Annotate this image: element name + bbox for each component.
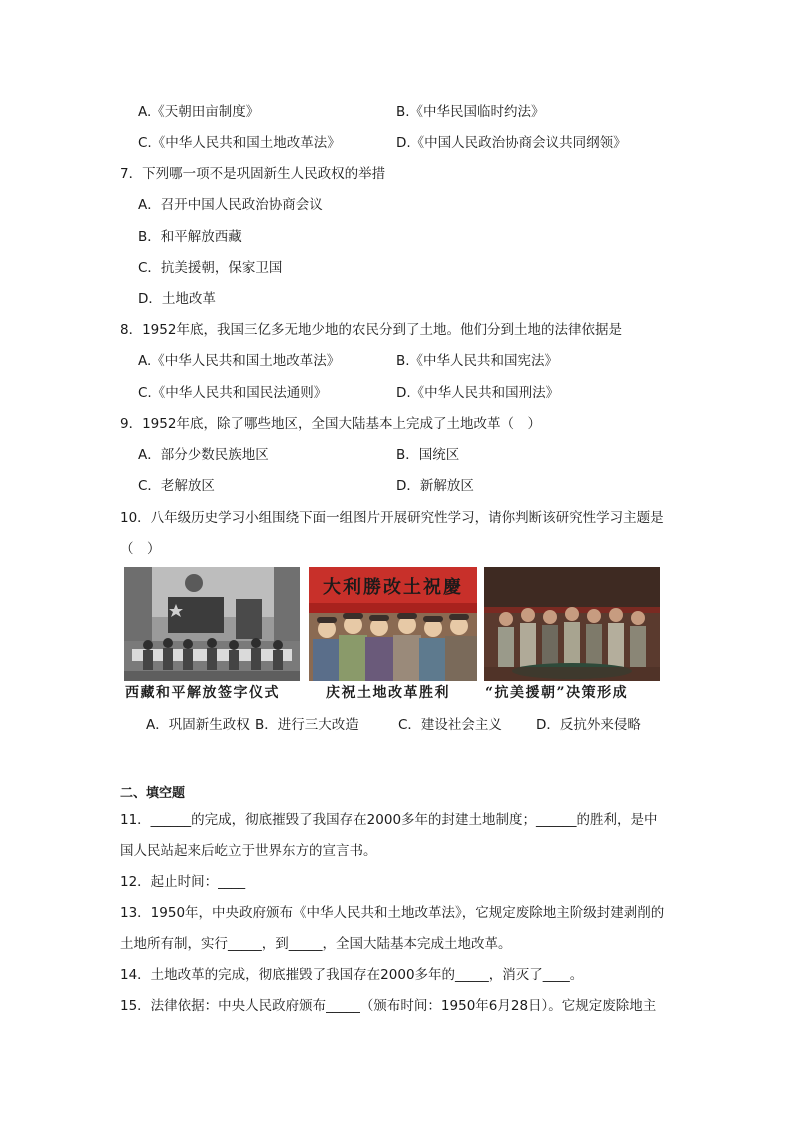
q10-stem-cont: （ ） [120,541,161,557]
q7-option-d: D．土地改革 [138,291,216,307]
q15-line1: 15．法律依据：中央人民政府颁布_____（颁布时间：1950年6月28日）。它规定废除地主 [120,998,657,1014]
q12-line1: 12．起止时间：____ [120,874,246,890]
q7-stem: 7．下列哪一项不是巩固新生人民政权的举措 [120,166,386,182]
q10-option-b: B．进行三大改造 [255,717,359,733]
q8-option-d: D.《中华人民共和国刑法》 [396,385,560,401]
q6-option-c: C.《中华人民共和国土地改革法》 [138,135,341,151]
q6-option-a: A.《天朝田亩制度》 [138,104,260,120]
photo-land-reform-celebration [309,567,477,681]
q14-line1: 14．土地改革的完成，彻底摧毁了我国存在2000多年的_____，消灭了____。 [120,967,584,983]
banner-text: 大利勝改土祝慶 [323,577,463,598]
q7-option-a: A．召开中国人民政治协商会议 [138,197,323,213]
q7-option-c: C．抗美援朝，保家卫国 [138,260,283,276]
caption-kangmei-yuanchao: “抗美援朝”决策形成 [485,685,629,701]
q10-option-a: A．巩固新生政权 [146,717,250,733]
q8-option-c: C.《中华人民共和国民法通则》 [138,385,328,401]
q9-option-a: A．部分少数民族地区 [138,447,269,463]
q13-line1: 13．1950年，中央政府颁布《中华人民共和土地改革法》，它规定废除地主阶级封建剥削的 [120,905,665,921]
q8-option-b: B.《中华人民共和国宪法》 [396,353,559,369]
q8-stem: 8．1952年底，我国三亿多无地少地的农民分到了土地。他们分到土地的法律依据是 [120,322,622,338]
q7-option-b: B．和平解放西藏 [138,229,242,245]
caption-land-reform: 庆祝土地改革胜利 [326,685,450,701]
q6-option-b: B.《中华民国临时约法》 [396,104,545,120]
q13-line2: 土地所有制，实行_____，到_____，全国大陆基本完成土地改革。 [120,936,512,952]
q6-option-d: D.《中国人民政治协商会议共同纲领》 [396,135,627,151]
q9-option-c: C．老解放区 [138,478,215,494]
photo-kangmei-yuanchao-decision [484,567,660,681]
q11-line1: 11．______的完成，彻底摧毁了我国存在2000多年的封建土地制度；______的胜利，是中 [120,812,658,828]
q11-line2: 国人民站起来后屹立于世界东方的宣言书。 [120,843,377,859]
photo-tibet-signing [124,567,300,681]
caption-tibet-signing: 西藏和平解放签字仪式 [125,685,280,701]
q9-stem: 9．1952年底，除了哪些地区，全国大陆基本上完成了土地改革（ ） [120,416,541,432]
q10-option-d: D．反抗外来侵略 [536,717,641,733]
q9-option-d: D．新解放区 [396,478,474,494]
q9-option-b: B．国统区 [396,447,460,463]
q10-stem: 10．八年级历史学习小组围绕下面一组图片开展研究性学习，请你判断该研究性学习主题是 [120,510,664,526]
q8-option-a: A.《中华人民共和国土地改革法》 [138,353,341,369]
section-title-fill-in: 二、填空题 [120,786,186,801]
q10-option-c: C．建设社会主义 [398,717,502,733]
